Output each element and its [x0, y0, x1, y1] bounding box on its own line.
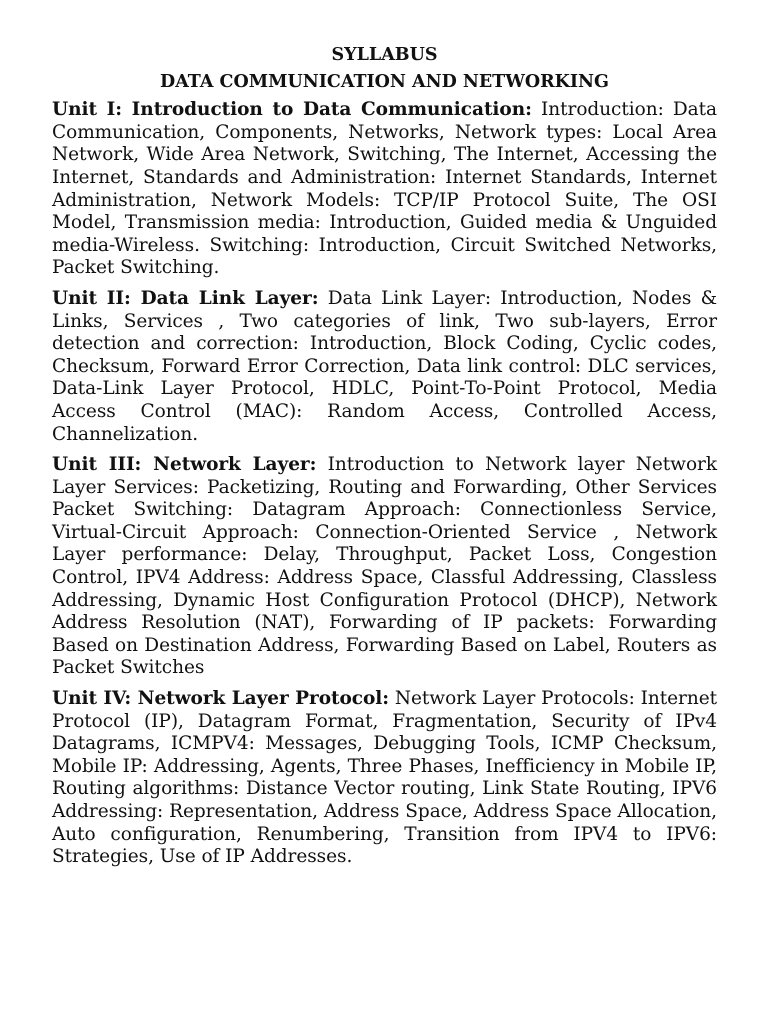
unit-3-heading: Unit III: Network Layer: — [52, 454, 317, 476]
unit-1-body: Introduction: Data Communication, Components, Networks, Network types: Local Area Network, Wide Area Network, Switching, The Internet, Accessing the Internet, Standards and Administration: Internet Standards, Internet Administration, Network Models: TCP/IP Protocol Suite, The OSI Model, Transmission media: Introduction, Guided media & Unguided media-Wireless. Switching: Introduction, Circuit Switched Networks, Packet Switching. — [52, 99, 717, 279]
unit-1-paragraph — [52, 99, 717, 280]
syllabus-page — [52, 44, 717, 877]
unit-1-heading: Unit I: Introduction to Data Communication: — [52, 99, 532, 121]
unit-2-heading: Unit II: Data Link Layer: — [52, 287, 319, 309]
course-title: DATA COMMUNICATION AND NETWORKING — [160, 71, 609, 92]
syllabus-heading: SYLLABUS — [331, 45, 438, 65]
unit-3-paragraph — [52, 454, 717, 680]
unit-4-paragraph — [52, 688, 717, 869]
unit-2-paragraph — [52, 288, 717, 446]
unit-4-body: Network Layer Protocols: Internet Protocol (IP), Datagram Format, Fragmentation, Security of IPv4 Datagrams, ICMPV4: Messages, Debugging Tools, ICMP Checksum, Mobile IP: Addressing, Agents, Three Phases, Inefficiency in Mobile IP, Routing algorithms: Distance Vector routing, Link State Routing, IPV6 Addressing: Representation, Address Space, Address Space Allocation, Auto configuration, Renumbering, Transition from IPV4 to IPV6: Strategies, Use of IP Addresses. — [52, 688, 717, 868]
unit-3-body: Introduction to Network layer Network Layer Services: Packetizing, Routing and Forwarding, Other Services Packet Switching: Datagram Approach: Connectionless Service, Virtual-Circuit Approach: Connection-Oriented Service , Network Layer performance: Delay, Throughput, Packet Loss, Congestion Control, IPV4 Address: Address Space, Classful Addressing, Classless Addressing, Dynamic Host Configuration Protocol (DHCP), Network Address Resolution (NAT), Forwarding of IP packets: Forwarding Based on Destination Address, Forwarding Based on Label, Routers as Packet Switches — [52, 454, 718, 679]
unit-2-body: Data Link Layer: Introduction, Nodes & Links, Services , Two categories of link, Two sub-layers, Error detection and correction: Introduction, Block Coding, Cyclic codes, Checksum, Forward Error Correction, Data link control: DLC services, Data-Link Layer Protocol, HDLC, Point-To-Point Protocol, Media Access Control (MAC): Random Access, Controlled Access, Channelization. — [52, 287, 717, 445]
unit-4-heading: Unit IV: Network Layer Protocol: — [52, 688, 390, 710]
